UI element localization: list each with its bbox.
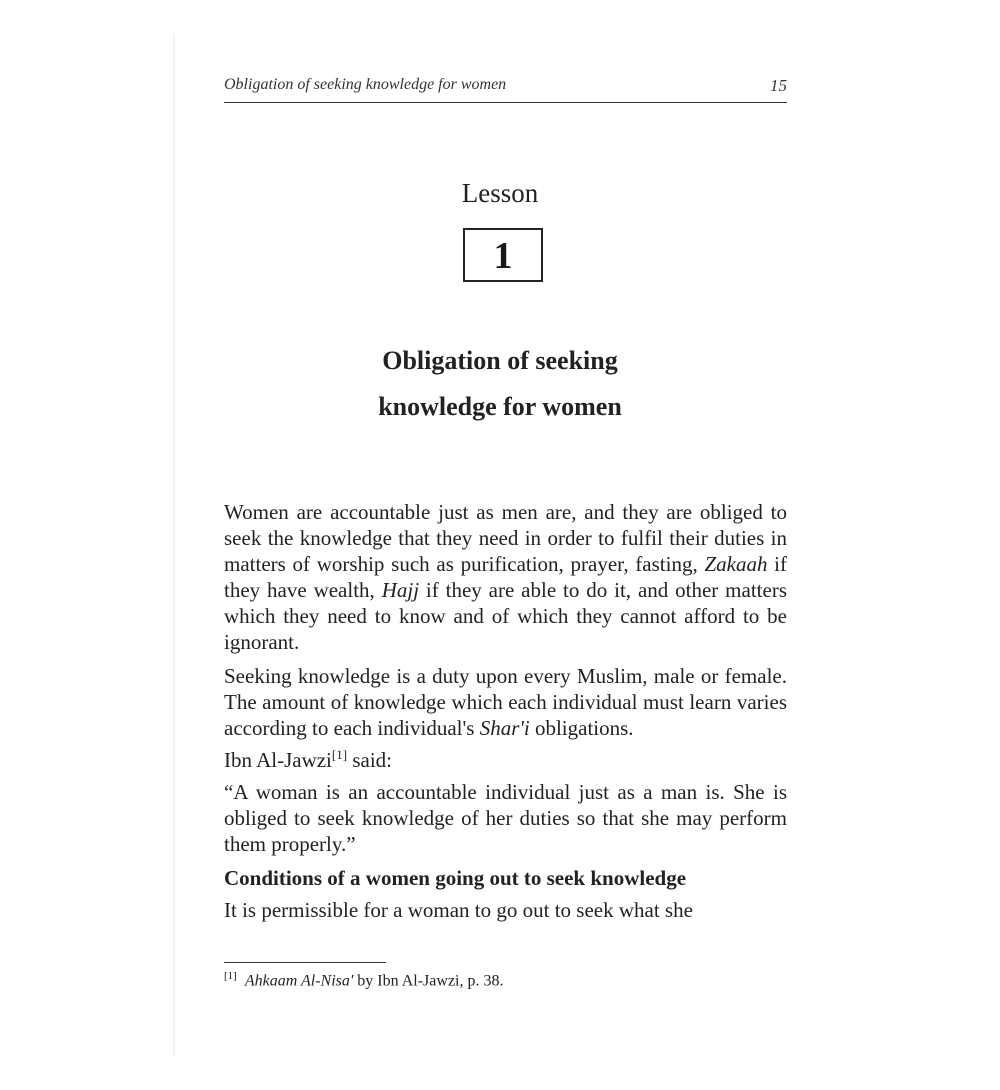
paragraph-2 <box>224 663 787 741</box>
running-header <box>224 76 787 103</box>
lesson-number-box: 1 <box>463 228 543 282</box>
footnote-reference[interactable]: [1] <box>331 747 348 762</box>
paragraph-2-text-b: obligations. <box>529 716 634 740</box>
body-text <box>224 499 787 931</box>
paragraph-3-text-b: said: <box>347 748 392 772</box>
section-heading: Conditions of a women going out to seek knowledge <box>224 866 687 890</box>
footnote <box>224 970 503 990</box>
paragraph-4: It is permissible for a woman to go out to seek what she <box>224 898 693 922</box>
running-title: Obligation of seeking knowledge for women <box>224 76 507 93</box>
term-hajj: Hajj <box>381 578 420 602</box>
footnote-marker: [1] <box>224 970 237 982</box>
page-number: 15 <box>770 76 787 95</box>
term-shari: Shar'i <box>479 716 530 740</box>
chapter-title <box>0 338 1000 430</box>
paragraph-1 <box>224 499 787 655</box>
footnote-title: Ahkaam Al-Nisa' <box>244 972 354 990</box>
chapter-title-line-2: knowledge for women <box>378 392 622 421</box>
paragraph-1-text-c: if they are able to do it, and other matters which they need to know and of which they cannot afford to be ignorant. <box>224 578 787 654</box>
lesson-label: Lesson <box>461 178 539 208</box>
paragraph-3 <box>224 747 787 773</box>
chapter-title-line-1: Obligation of seeking <box>382 346 618 375</box>
paragraph-1-text-b: if they have wealth, <box>224 552 787 602</box>
quotation: “A woman is an accountable individual just as a man is. She is obliged to seek knowledge of her duties so that she may perform them properly.” <box>224 780 787 856</box>
paragraph-1-text-a: Women are accountable just as men are, and they are obliged to seek the knowledge that they need in order to fulfil their duties in matters of worship such as purification, prayer, fasting, <box>224 500 787 576</box>
footnote-divider <box>224 962 386 963</box>
author-name: Ibn Al-Jawzi <box>224 748 332 772</box>
footnote-text: by Ibn Al-Jawzi, p. 38. <box>353 972 504 990</box>
paragraph-2-text-a: Seeking knowledge is a duty upon every Muslim, male or female. The amount of knowledge which each individual must learn varies according to each individual's <box>224 664 787 740</box>
term-zakaah: Zakaah <box>704 552 768 576</box>
